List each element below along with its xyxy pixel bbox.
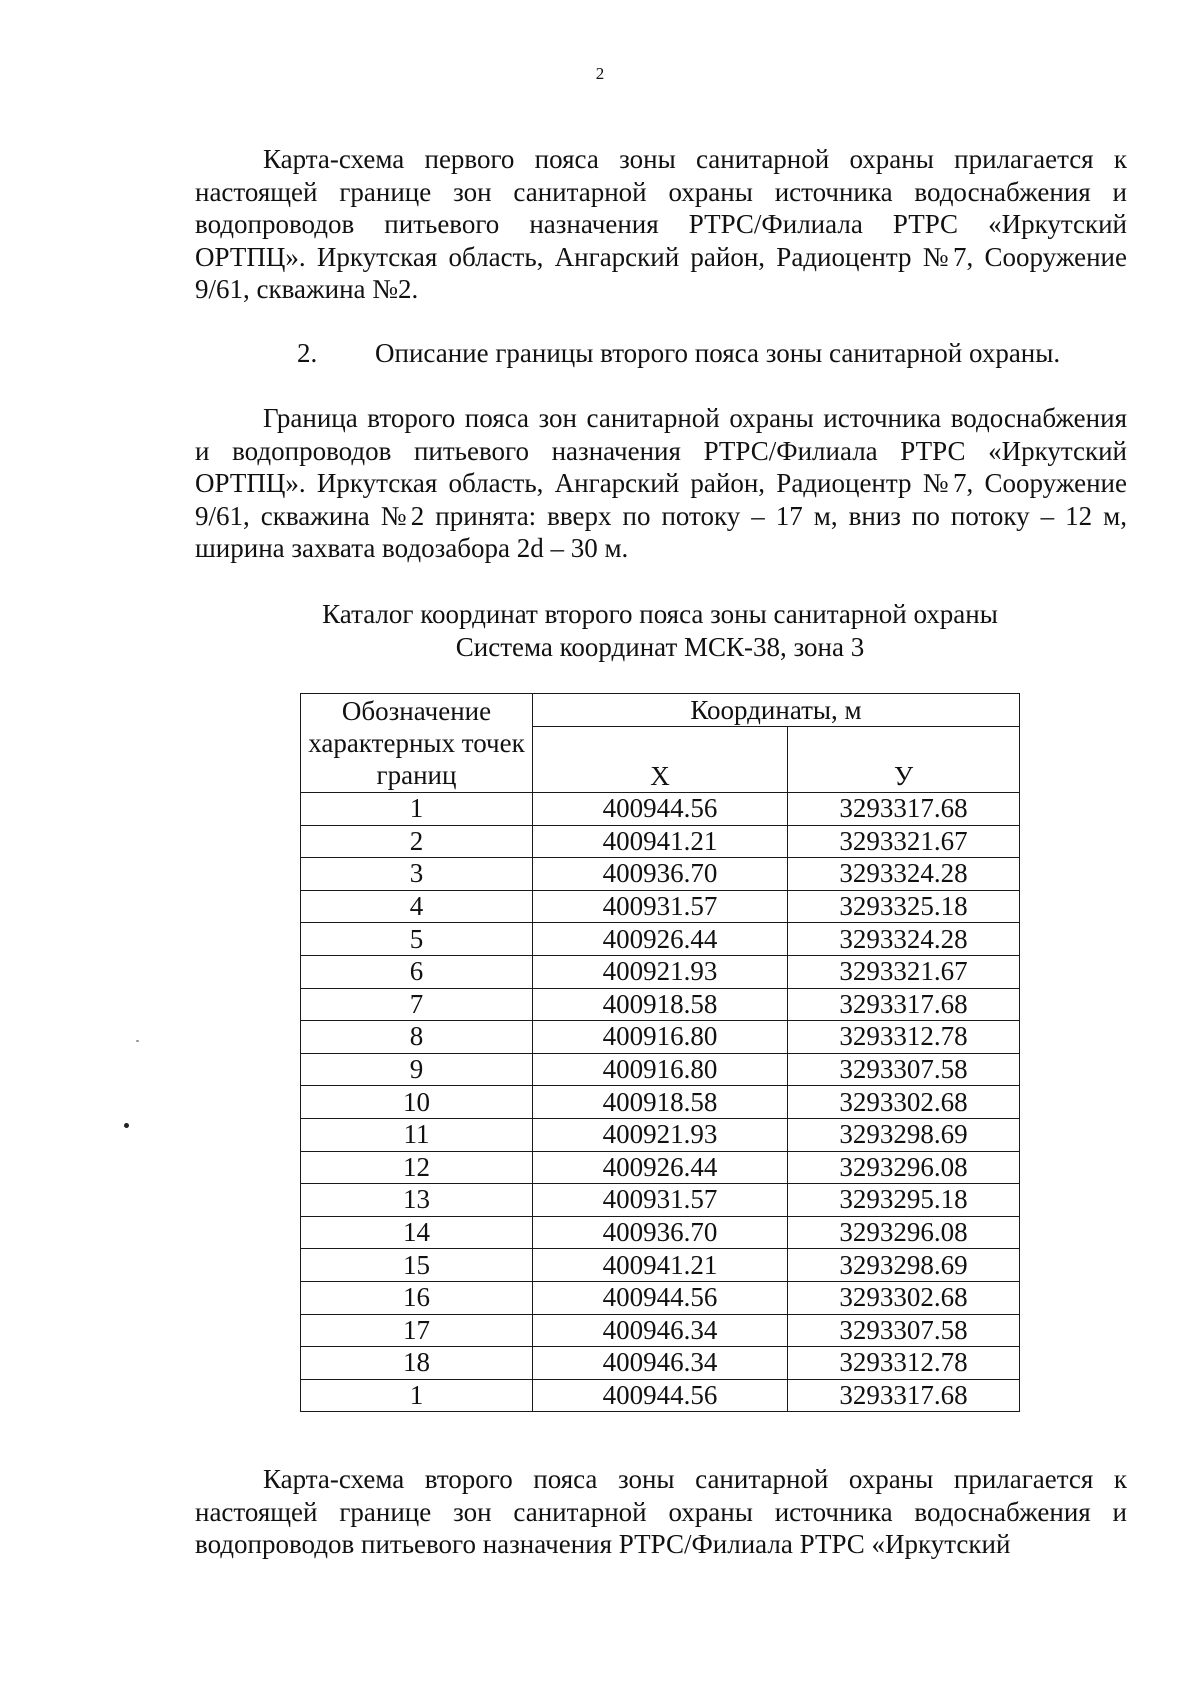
y-cell: 3293296.08	[788, 1216, 1020, 1249]
table-row	[301, 1118, 1020, 1151]
header-point: Обозначение характерных точек границ	[301, 694, 533, 793]
table-row	[301, 1151, 1020, 1184]
coordinates-table-body	[301, 793, 1020, 1412]
header-x: Х	[533, 727, 788, 793]
table-row	[301, 1347, 1020, 1380]
table-row	[301, 988, 1020, 1021]
table-row	[301, 1053, 1020, 1086]
y-cell: 3293302.68	[788, 1281, 1020, 1314]
table-row	[301, 923, 1020, 956]
page-number: 2	[595, 64, 605, 83]
point-cell: 14	[301, 1216, 533, 1249]
y-cell: 3293307.58	[788, 1314, 1020, 1347]
table-caption-title: Каталог координат второго пояса зоны санитарной охраны	[322, 599, 998, 629]
point-cell: 8	[301, 1021, 533, 1054]
table-row	[301, 1216, 1020, 1249]
scan-speck	[136, 1040, 139, 1042]
x-cell: 400921.93	[533, 1118, 788, 1151]
section-title: Описание границы второго пояса зоны санитарной охраны.	[375, 338, 1061, 368]
y-cell: 3293324.28	[788, 923, 1020, 956]
table-row	[301, 1021, 1020, 1054]
point-cell: 6	[301, 955, 533, 988]
y-cell: 3293295.18	[788, 1184, 1020, 1217]
section-heading	[297, 337, 1060, 369]
table-row	[301, 1379, 1020, 1412]
y-cell: 3293324.28	[788, 858, 1020, 891]
x-cell: 400936.70	[533, 1216, 788, 1249]
table-row	[301, 955, 1020, 988]
point-cell: 16	[301, 1281, 533, 1314]
point-cell: 18	[301, 1347, 533, 1380]
point-cell: 9	[301, 1053, 533, 1086]
point-cell: 1	[301, 793, 533, 826]
x-cell: 400944.56	[533, 793, 788, 826]
coordinates-table	[300, 693, 1020, 1412]
x-cell: 400921.93	[533, 955, 788, 988]
x-cell: 400946.34	[533, 1347, 788, 1380]
paragraph-second-zone-boundary: Граница второго пояса зон санитарной охраны источника водоснабжения и водопроводов питьевого назначения РТРС/Филиала РТРС «Иркутский ОРТПЦ». Иркутская область, Ангарский район, Радиоцентр №7, Сооружение 9/61, скважина №2 принята: вверх по потоку – 17 м, вниз по потоку – 12 м, ширина захвата водозабора 2d – 30 м.	[195, 403, 1127, 563]
paragraph-first-zone-map: Карта-схема первого пояса зоны санитарной охраны прилагается к настоящей границе зон санитарной охраны источника водоснабжения и водопроводов питьевого назначения РТРС/Филиала РТРС «Иркутский ОРТПЦ». Иркутская область, Ангарский район, Радиоцентр №7, Сооружение 9/61, скважина №2.	[195, 144, 1127, 304]
y-cell: 3293312.78	[788, 1021, 1020, 1054]
point-cell: 3	[301, 858, 533, 891]
table-row	[301, 1281, 1020, 1314]
y-cell: 3293321.67	[788, 955, 1020, 988]
table-row	[301, 1086, 1020, 1119]
x-cell: 400926.44	[533, 923, 788, 956]
table-row	[301, 890, 1020, 923]
point-cell: 11	[301, 1118, 533, 1151]
y-cell: 3293307.58	[788, 1053, 1020, 1086]
point-cell: 10	[301, 1086, 533, 1119]
table-row	[301, 858, 1020, 891]
x-cell: 400936.70	[533, 858, 788, 891]
point-cell: 2	[301, 825, 533, 858]
table-caption	[0, 598, 1200, 664]
point-cell: 5	[301, 923, 533, 956]
x-cell: 400946.34	[533, 1314, 788, 1347]
x-cell: 400926.44	[533, 1151, 788, 1184]
y-cell: 3293298.69	[788, 1249, 1020, 1282]
paragraph-second-zone-map: Карта-схема второго пояса зоны санитарной охраны прилагается к настоящей границе зон санитарной охраны источника водоснабжения и водопроводов питьевого назначения РТРС/Филиала РТРС «Иркутский	[195, 1464, 1127, 1559]
x-cell: 400931.57	[533, 1184, 788, 1217]
y-cell: 3293317.68	[788, 793, 1020, 826]
y-cell: 3293302.68	[788, 1086, 1020, 1119]
point-cell: 4	[301, 890, 533, 923]
section-number: 2.	[297, 338, 318, 368]
x-cell: 400941.21	[533, 1249, 788, 1282]
table-row	[301, 793, 1020, 826]
y-cell: 3293317.68	[788, 1379, 1020, 1412]
y-cell: 3293298.69	[788, 1118, 1020, 1151]
y-cell: 3293317.68	[788, 988, 1020, 1021]
table-caption-coordinate-system: Система координат МСК-38, зона 3	[455, 632, 865, 662]
x-cell: 400941.21	[533, 825, 788, 858]
header-coordinates: Координаты, м	[533, 694, 1020, 727]
x-cell: 400944.56	[533, 1379, 788, 1412]
y-cell: 3293321.67	[788, 825, 1020, 858]
table-row	[301, 1314, 1020, 1347]
x-cell: 400916.80	[533, 1053, 788, 1086]
x-cell: 400918.58	[533, 1086, 788, 1119]
table-row	[301, 825, 1020, 858]
table-row	[301, 1249, 1020, 1282]
point-cell: 1	[301, 1379, 533, 1412]
x-cell: 400916.80	[533, 1021, 788, 1054]
point-cell: 13	[301, 1184, 533, 1217]
y-cell: 3293312.78	[788, 1347, 1020, 1380]
x-cell: 400931.57	[533, 890, 788, 923]
scan-speck	[124, 1123, 129, 1128]
y-cell: 3293296.08	[788, 1151, 1020, 1184]
x-cell: 400944.56	[533, 1281, 788, 1314]
table-row	[301, 1184, 1020, 1217]
point-cell: 17	[301, 1314, 533, 1347]
y-cell: 3293325.18	[788, 890, 1020, 923]
point-cell: 15	[301, 1249, 533, 1282]
x-cell: 400918.58	[533, 988, 788, 1021]
point-cell: 12	[301, 1151, 533, 1184]
header-y: У	[788, 727, 1020, 793]
point-cell: 7	[301, 988, 533, 1021]
